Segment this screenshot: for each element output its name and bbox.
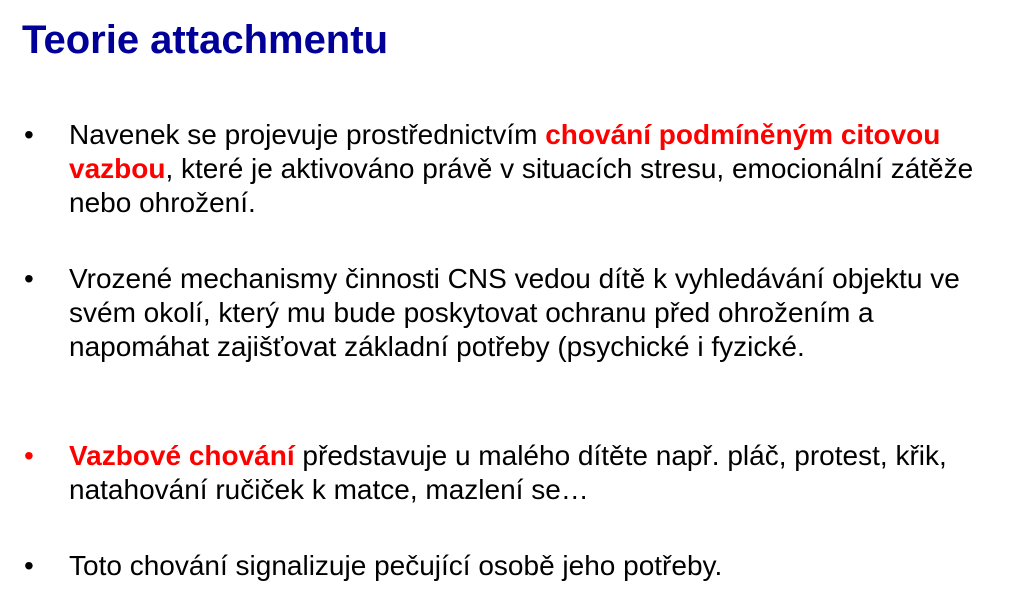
bullet-marker: •: [24, 550, 34, 581]
bullet-marker: •: [24, 119, 34, 150]
bullet-text: [69, 439, 1014, 507]
bullet-marker: •: [24, 263, 34, 294]
bullet-text: Toto chování signalizuje pečující osobě jeho potřeby.: [69, 550, 723, 581]
bullet-text-after: představuje u malého dítěte např. pláč, protest, křik, natahování ručiček k matce, mazlení se…: [69, 440, 947, 505]
bullet-text: Vrozené mechanismy činnosti CNS vedou dítě k vyhledávání objektu ve svém okolí, který mu bude poskytovat ochranu před ohrožením a napomáhat zajišťovat základní potřeby (psychické i fyzické.: [69, 263, 960, 362]
bullet-text-before: Navenek se projevuje prostřednictvím: [69, 119, 546, 150]
bullet-text: [69, 118, 1014, 220]
bullet-highlight: Vazbové chování: [69, 440, 295, 471]
slide-title: Teorie attachmentu: [22, 18, 388, 62]
bullet-text-after: , které je aktivováno právě v situacích stresu, emocionální zátěže nebo ohrožení.: [69, 153, 974, 218]
bullet-highlight: chování podmíněným citovou vazbou: [69, 119, 941, 184]
bullet-marker: •: [24, 440, 34, 471]
